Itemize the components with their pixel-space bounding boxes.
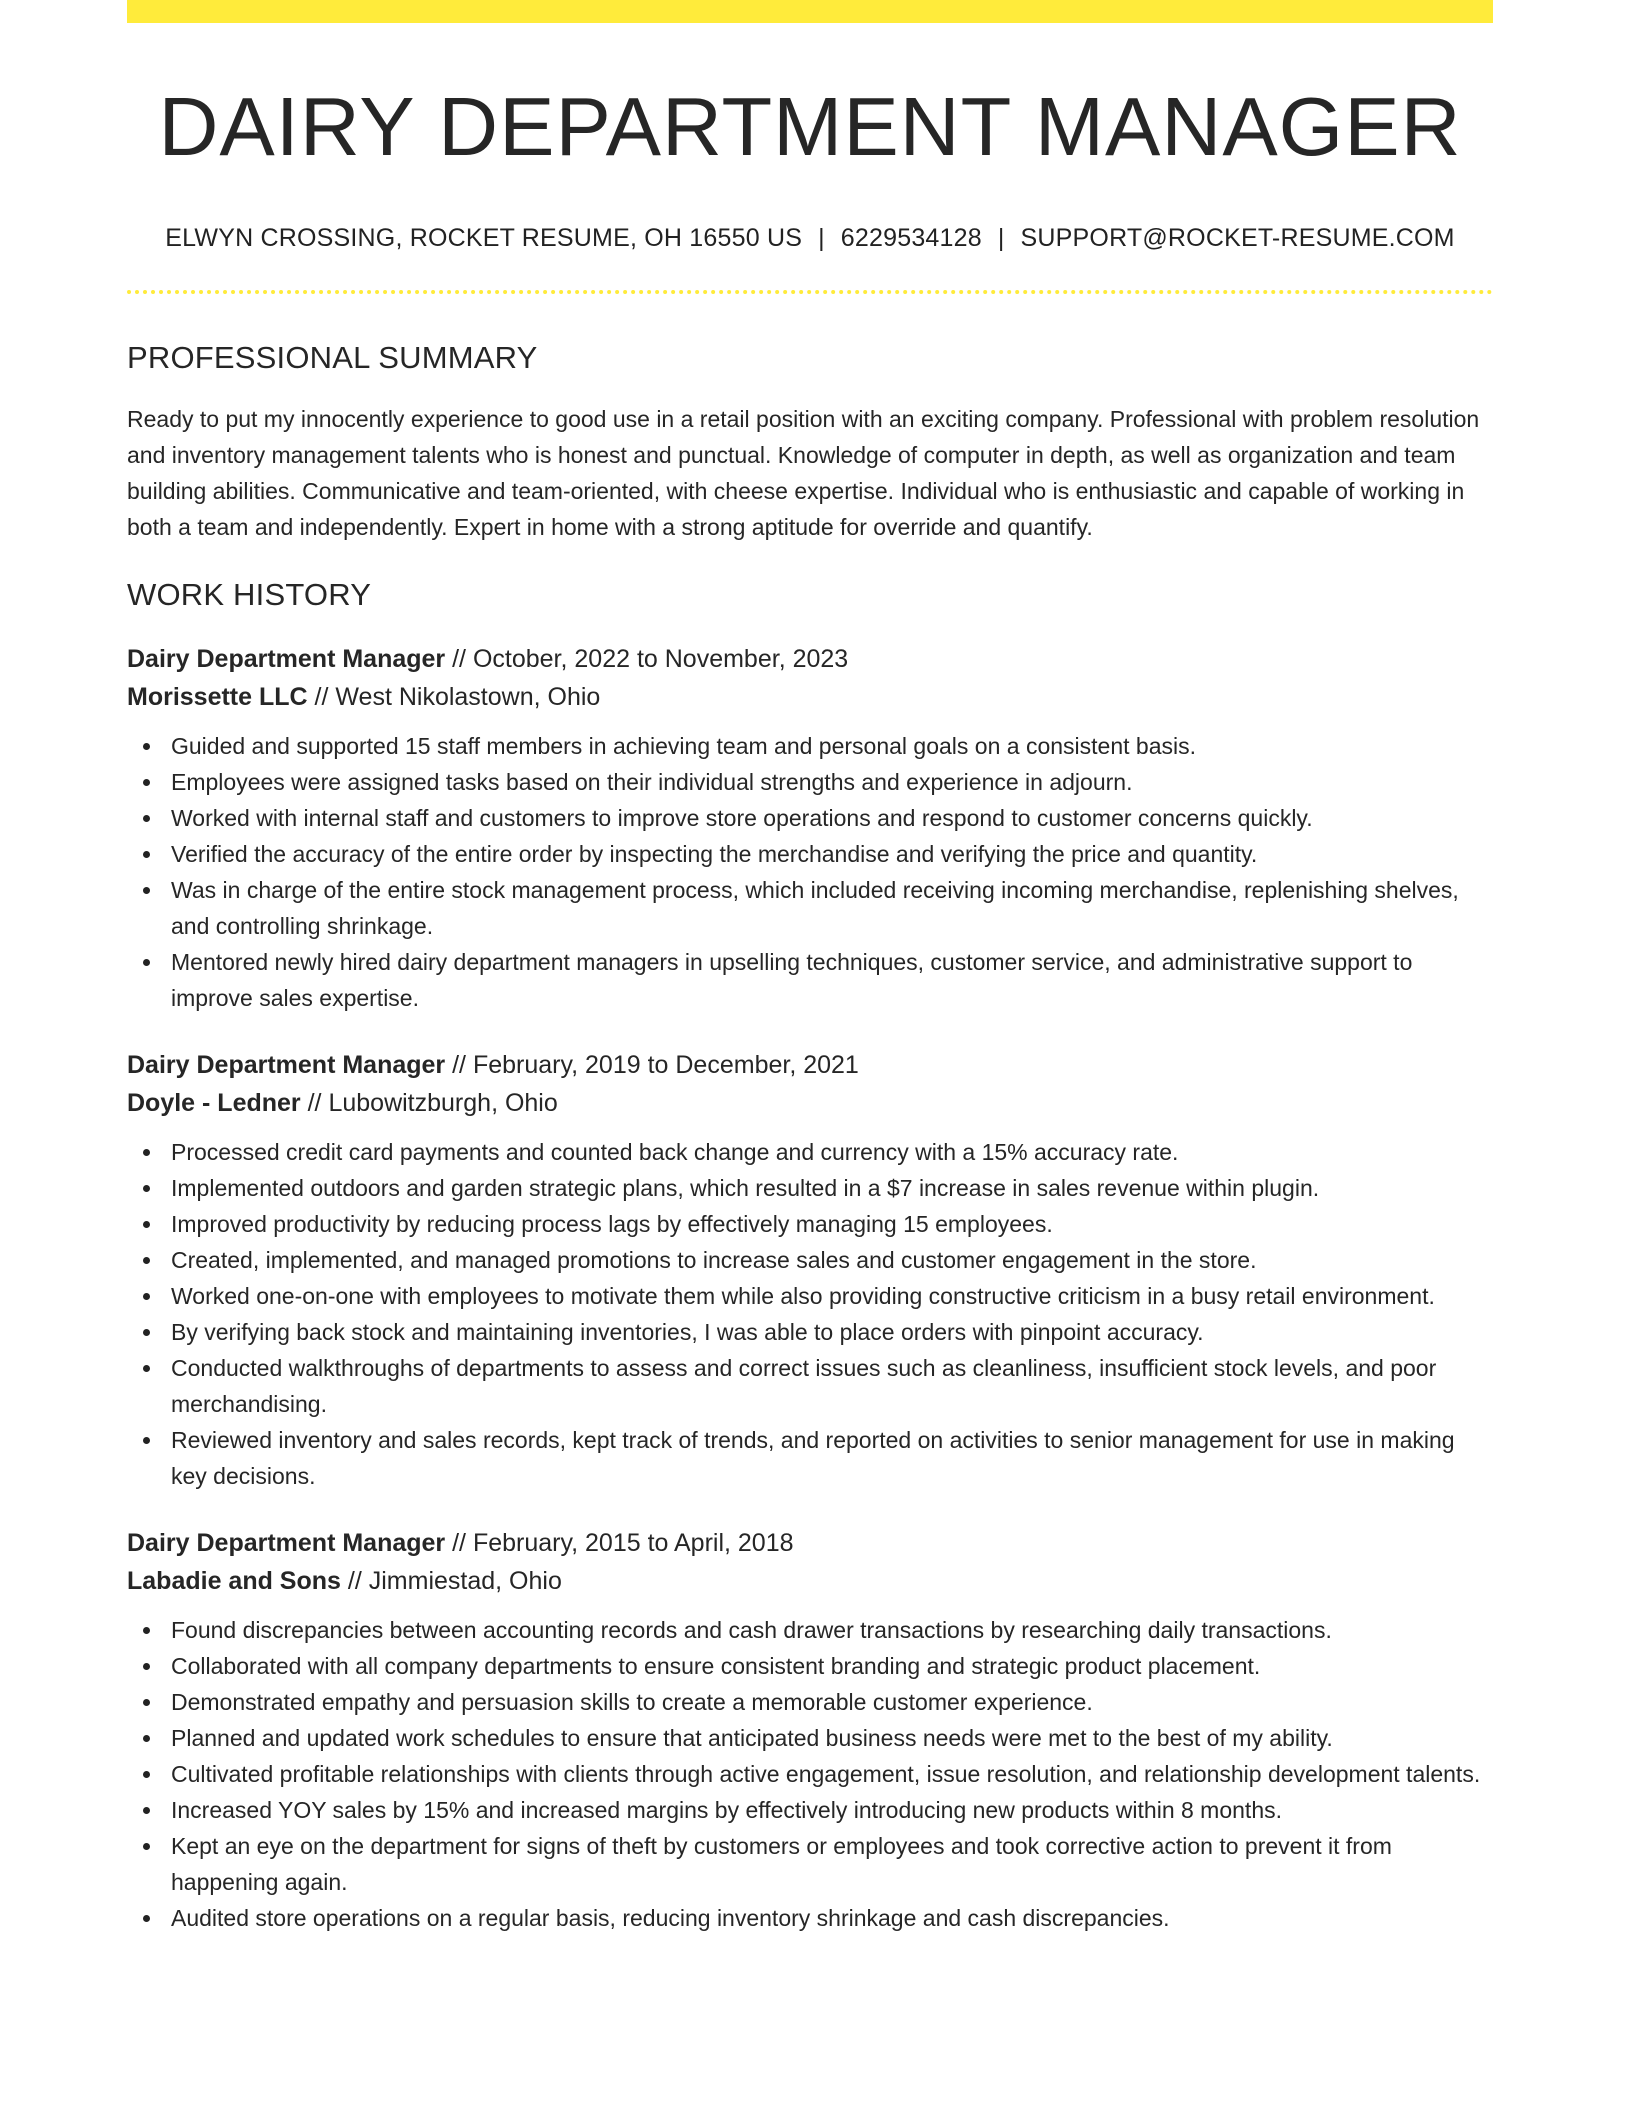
- list-item: [127, 944, 1493, 1016]
- work-history-heading: WORK HISTORY: [127, 577, 372, 612]
- job-company: Labadie and Sons: [127, 1567, 341, 1595]
- bullet-text: Worked one-on-one with employees to motivate them while also providing constructive criticism in a busy retail environment.: [171, 1283, 1435, 1309]
- bullet-text: Verified the accuracy of the entire order by inspecting the merchandise and verifying the price and quantity.: [171, 841, 1258, 867]
- job-title-line: [127, 1046, 1493, 1084]
- bullet-text: Reviewed inventory and sales records, kept track of trends, and reported on activities to senior management for use in making key decisions.: [171, 1427, 1455, 1489]
- job-dates: February, 2015 to April, 2018: [472, 1529, 794, 1557]
- bullet-dot-icon: [143, 1293, 150, 1300]
- list-item: [127, 1720, 1493, 1756]
- job-bullet-list: [127, 1612, 1493, 1936]
- bullet-text: Cultivated profitable relationships with clients through active engagement, issue resolution, and relationship development talents.: [171, 1761, 1481, 1787]
- bullet-dot-icon: [143, 1771, 150, 1778]
- bullet-dot-icon: [143, 743, 150, 750]
- job-title-line: [127, 640, 1493, 678]
- list-item: [127, 1350, 1493, 1422]
- summary-heading: PROFESSIONAL SUMMARY: [127, 340, 538, 375]
- bullet-text: Audited store operations on a regular basis, reducing inventory shrinkage and cash discrepancies.: [171, 1905, 1170, 1931]
- bullet-dot-icon: [143, 1365, 150, 1372]
- contact-address: ELWYN CROSSING, ROCKET RESUME, OH 16550 US: [165, 224, 803, 252]
- bullet-text: Worked with internal staff and customers to improve store operations and respond to customer concerns quickly.: [171, 805, 1313, 831]
- bullet-dot-icon: [143, 851, 150, 858]
- bullet-dot-icon: [143, 1149, 150, 1156]
- list-item: [127, 800, 1493, 836]
- bullet-text: Kept an eye on the department for signs of theft by customers or employees and took corrective action to prevent it from happening again.: [171, 1833, 1392, 1895]
- job-dates: October, 2022 to November, 2023: [472, 645, 849, 673]
- list-item: [127, 1134, 1493, 1170]
- job-entry: [127, 1524, 1493, 1936]
- contact-line: [127, 226, 1493, 251]
- bullet-dot-icon: [143, 959, 150, 966]
- list-item: [127, 1900, 1493, 1936]
- list-item: [127, 872, 1493, 944]
- job-position: Dairy Department Manager: [127, 645, 446, 673]
- bullet-text: Conducted walkthroughs of departments to assess and correct issues such as cleanliness, insufficient stock levels, and poor merchandising.: [171, 1355, 1437, 1417]
- bullet-dot-icon: [143, 779, 150, 786]
- list-item: [127, 1612, 1493, 1648]
- bullet-dot-icon: [143, 1915, 150, 1922]
- dotted-divider: [127, 290, 1493, 294]
- bullet-text: Guided and supported 15 staff members in achieving team and personal goals on a consistent basis.: [171, 733, 1196, 759]
- list-item: [127, 1422, 1493, 1494]
- job-company-line: [127, 1562, 1493, 1600]
- list-item: [127, 764, 1493, 800]
- job-separator: //: [445, 1529, 473, 1557]
- job-entry: [127, 640, 1493, 1016]
- bullet-dot-icon: [143, 1185, 150, 1192]
- list-item: [127, 728, 1493, 764]
- bullet-text: Employees were assigned tasks based on their individual strengths and experience in adjourn.: [171, 769, 1133, 795]
- bullet-dot-icon: [143, 1221, 150, 1228]
- list-item: [127, 1170, 1493, 1206]
- bullet-dot-icon: [143, 1843, 150, 1850]
- bullet-text: Created, implemented, and managed promotions to increase sales and customer engagement in the store.: [171, 1247, 1257, 1273]
- bullet-text: Mentored newly hired dairy department managers in upselling techniques, customer service, and administrative support to improve sales expertise.: [171, 949, 1413, 1011]
- bullet-text: Planned and updated work schedules to ensure that anticipated business needs were met to the best of my ability.: [171, 1725, 1333, 1751]
- bullet-text: Collaborated with all company departments to ensure consistent branding and strategic product placement.: [171, 1653, 1261, 1679]
- job-separator: //: [445, 1051, 473, 1079]
- bullet-text: Implemented outdoors and garden strategic plans, which resulted in a $7 increase in sales revenue within plugin.: [171, 1175, 1320, 1201]
- summary-paragraph: Ready to put my innocently experience to good use in a retail position with an exciting company. Professional with problem resolution and inventory management talents who is honest and punctual. Knowledge of computer in depth, as well as organization and team building abilities. Communicative and team-oriented, with cheese expertise. Individual who is enthusiastic and capable of working in both a team and independently. Expert in home with a strong aptitude for override and quantify.: [127, 406, 1480, 540]
- work-history-list: [127, 640, 1493, 1936]
- bullet-text: Was in charge of the entire stock management process, which included receiving incoming merchandise, replenishing shelves, and controlling shrinkage.: [171, 877, 1459, 939]
- bullet-text: Processed credit card payments and counted back change and currency with a 15% accuracy rate.: [171, 1139, 1179, 1165]
- job-location: West Nikolastown, Ohio: [335, 683, 601, 711]
- job-company: Doyle - Ledner: [127, 1089, 301, 1117]
- bullet-text: By verifying back stock and maintaining inventories, I was able to place orders with pinpoint accuracy.: [171, 1319, 1204, 1345]
- job-position: Dairy Department Manager: [127, 1529, 446, 1557]
- job-location: Lubowitzburgh, Ohio: [328, 1089, 558, 1117]
- contact-email: SUPPORT@ROCKET-RESUME.COM: [1020, 224, 1455, 252]
- bullet-dot-icon: [143, 1663, 150, 1670]
- list-item: [127, 1648, 1493, 1684]
- job-bullet-list: [127, 1134, 1493, 1494]
- job-separator: //: [445, 645, 473, 673]
- bullet-dot-icon: [143, 815, 150, 822]
- bullet-dot-icon: [143, 887, 150, 894]
- job-bullet-list: [127, 728, 1493, 1016]
- job-separator: //: [307, 683, 336, 711]
- bullet-dot-icon: [143, 1807, 150, 1814]
- resume-title: DAIRY DEPARTMENT MANAGER: [158, 80, 1462, 173]
- job-location: Jimmiestad, Ohio: [368, 1567, 562, 1595]
- bullet-text: Demonstrated empathy and persuasion skills to create a memorable customer experience.: [171, 1689, 1093, 1715]
- list-item: [127, 1828, 1493, 1900]
- bullet-dot-icon: [143, 1699, 150, 1706]
- job-position: Dairy Department Manager: [127, 1051, 446, 1079]
- job-separator: //: [300, 1089, 329, 1117]
- job-company: Morissette LLC: [127, 683, 308, 711]
- bullet-dot-icon: [143, 1735, 150, 1742]
- resume-page: [127, 0, 1493, 1936]
- job-separator: //: [340, 1567, 369, 1595]
- contact-separator: |: [818, 224, 825, 252]
- list-item: [127, 1242, 1493, 1278]
- bullet-text: Found discrepancies between accounting records and cash drawer transactions by researching daily transactions.: [171, 1617, 1332, 1643]
- list-item: [127, 1206, 1493, 1242]
- job-company-line: [127, 1084, 1493, 1122]
- list-item: [127, 1792, 1493, 1828]
- job-title-line: [127, 1524, 1493, 1562]
- bullet-text: Increased YOY sales by 15% and increased margins by effectively introducing new products within 8 months.: [171, 1797, 1282, 1823]
- job-entry: [127, 1046, 1493, 1494]
- bullet-dot-icon: [143, 1329, 150, 1336]
- bullet-dot-icon: [143, 1257, 150, 1264]
- contact-separator: |: [997, 224, 1005, 252]
- job-company-line: [127, 678, 1493, 716]
- accent-top-bar: [127, 0, 1493, 23]
- contact-phone: 6229534128: [840, 224, 982, 252]
- list-item: [127, 1278, 1493, 1314]
- list-item: [127, 1684, 1493, 1720]
- bullet-dot-icon: [143, 1437, 150, 1444]
- job-dates: February, 2019 to December, 2021: [472, 1051, 859, 1079]
- list-item: [127, 1756, 1493, 1792]
- bullet-text: Improved productivity by reducing process lags by effectively managing 15 employees.: [171, 1211, 1053, 1237]
- list-item: [127, 1314, 1493, 1350]
- bullet-dot-icon: [143, 1627, 150, 1634]
- list-item: [127, 836, 1493, 872]
